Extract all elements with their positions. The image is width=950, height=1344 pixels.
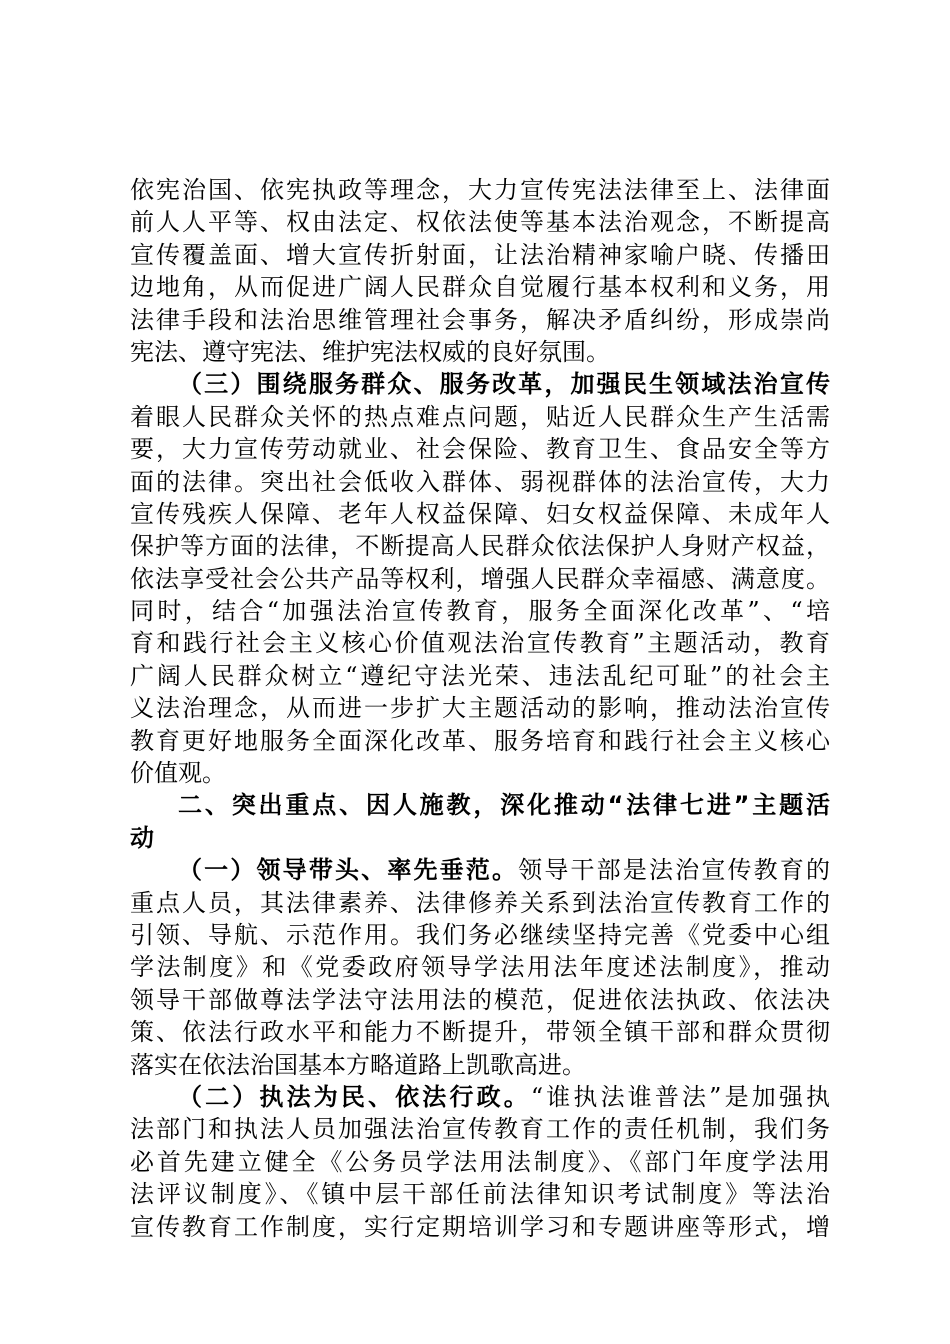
- text-line: 同时，结合“加强法治宣传教育，服务全面深化改革”、“培: [130, 597, 830, 626]
- text-line: 策、依法行政水平和能力不断提升，带领全镇干部和群众贯彻: [130, 1018, 830, 1047]
- text-line: 领导干部做尊法学法守法用法的模范，促进依法执政、依法决: [130, 985, 830, 1014]
- text-line: 宣传教育工作制度，实行定期培训学习和专题讲座等形式，增: [130, 1212, 830, 1241]
- text-line: [130, 1081, 830, 1113]
- text-span: 领导干部是法治宣传教育的: [518, 856, 831, 885]
- text-line: 着眼人民群众关怀的热点难点问题，贴近人民群众生产生活需: [130, 402, 830, 431]
- text-line: [130, 854, 830, 886]
- text-line: 重点人员，其法律素养、法律修养关系到法治宣传教育工作的: [130, 888, 830, 917]
- text-line: 依宪治国、依宪执政等理念，大力宣传宪法法律至上、法律面: [130, 176, 830, 204]
- paragraph-lead: （一）领导带头、率先垂范。: [178, 855, 519, 885]
- text-line: 价值观。: [130, 759, 226, 788]
- text-line: 宣传覆盖面、增大宣传折射面，让法治精神家喻户晓、传播田: [130, 240, 830, 269]
- text-line: 引领、导航、示范作用。我们务必继续坚持完善《党委中心组: [130, 920, 830, 949]
- text-line: 义法治理念，从而进一步扩大主题活动的影响，推动法治宣传: [130, 694, 830, 723]
- text-line: 边地角，从而促进广阔人民群众自觉履行基本权利和义务，用: [130, 273, 830, 302]
- text-span: “谁执法谁普法”是加强执: [530, 1082, 830, 1111]
- text-line: 落实在依法治国基本方略道路上凯歌高进。: [130, 1050, 586, 1079]
- text-line: 宣传残疾人保障、老年人权益保障、妇女权益保障、未成年人: [130, 499, 830, 528]
- text-line: 前人人平等、权由法定、权依法使等基本法治观念，不断提高: [130, 208, 830, 237]
- text-line: 保护等方面的法律，不断提高人民群众依法保护人身财产权益，: [130, 532, 830, 561]
- text-line: 宪法、遵守宪法、维护宪法权威的良好氛围。: [130, 337, 610, 366]
- text-line: 法部门和执法人员加强法治宣传教育工作的责任机制，我们务: [130, 1115, 830, 1144]
- text-line: 法律手段和法治思维管理社会事务，解决矛盾纠纷，形成崇尚: [130, 305, 830, 334]
- text-line: 必首先建立健全《公务员学法用法制度》、《部门年度学法用: [130, 1147, 830, 1176]
- subheading-three: [130, 368, 830, 400]
- text-line: 依法享受社会公共产品等权利，增强人民群众幸福感、满意度。: [130, 564, 830, 593]
- paragraph-leadership: [130, 854, 830, 1081]
- text-line: 广阔人民群众树立“遵纪守法光荣、违法乱纪可耻”的社会主: [130, 661, 830, 690]
- text-line: 要，大力宣传劳动就业、社会保险、教育卫生、食品安全等方: [130, 435, 830, 464]
- paragraph-rule-of-law-concepts: [130, 174, 830, 368]
- paragraph-law-enforcement: [130, 1081, 830, 1243]
- text-line: 学法制度》和《党委政府领导学法用法年度述法制度》，推动: [130, 953, 830, 982]
- section-heading-line: 动: [130, 823, 154, 852]
- paragraph-lead: （二）执法为民、依法行政。: [178, 1081, 531, 1111]
- subheading-line: （三）围绕服务群众、服务改革，加强民生领域法治宣传: [178, 369, 830, 399]
- text-line: 面的法律。突出社会低收入群体、弱视群体的法治宣传，大力: [130, 467, 830, 496]
- text-line: 教育更好地服务全面深化改革、服务培育和践行社会主义核心: [130, 726, 830, 755]
- document-page: [130, 174, 830, 1243]
- paragraph-livelihood-publicity: [130, 401, 830, 790]
- section-heading-two: [130, 789, 830, 854]
- text-line: 育和践行社会主义核心价值观法治宣传教育”主题活动，教育: [130, 629, 830, 658]
- text-line: 法评议制度》、《镇中层干部任前法律知识考试制度》等法治: [130, 1180, 830, 1209]
- section-heading-line: 二、突出重点、因人施教，深化推动“法律七进”主题活: [178, 791, 830, 820]
